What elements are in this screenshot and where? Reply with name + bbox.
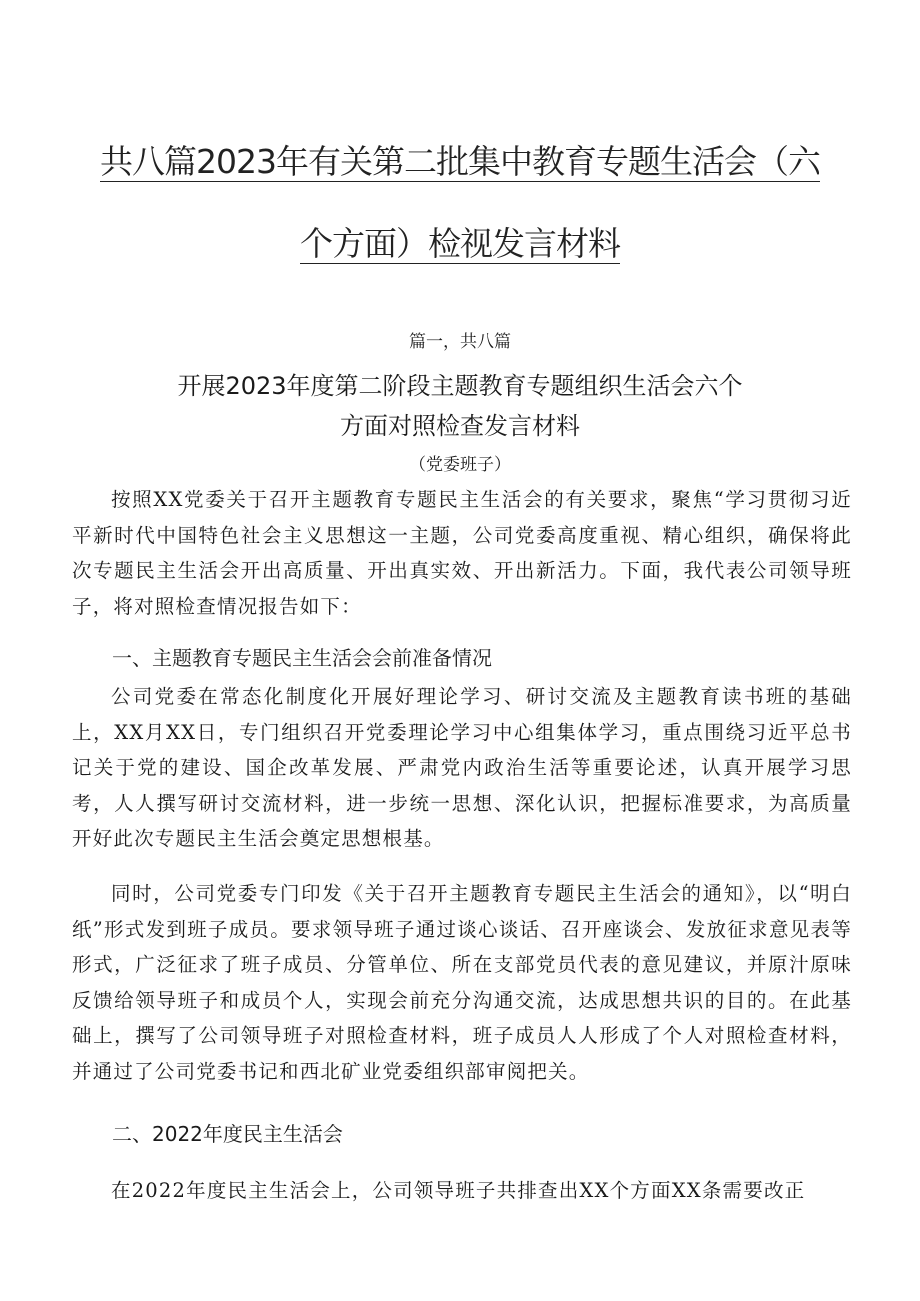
paragraph-preparation: 公司党委在常态化制度化开展好理论学习、研讨交流及主题教育读书班的基础上，XX月XX日，专门组织召开党委理论学习中心组集体学习，重点围绕习近平总书记关于党的建设、国企改革发展、严肃党内政治生活等重要论述，认真开展学习思考，人人撰写研讨交流材料，进一步统一思想、深化认识，把握标准要求，为高质量开好此次专题民主生活会奠定思想根基。 [72, 685, 852, 850]
section-heading-1: 一、主题教育专题民主生活会会前准备情况 [112, 646, 492, 670]
section-heading-2: 二、2022年度民主生活会 [112, 1122, 343, 1146]
unit-label: （党委班子） [409, 455, 511, 475]
paragraph-notice: 同时，公司党委专门印发《关于召开主题教育专题民主生活会的通知》，以“明白纸”形式发到班子成员。要求领导班子通过谈心谈话、召开座谈会、发放征求意见表等形式，广泛征求了班子成员、分管单位、所在支部党员代表的意见建议，并原汁原味反馈给领导班子和成员个人，实现会前充分沟通交流，达成思想共识的目的。在此基础上，撰写了公司领导班子对照检查材料，班子成员人人形成了个人对照检查材料，并通过了公司党委书记和西北矿业党委组织部审阅把关。 [72, 882, 852, 1083]
subtitle-line-2: 方面对照检查发言材料 [340, 412, 580, 440]
chapter-label: 篇一，共八篇 [409, 332, 511, 352]
document-title-line-2: 个方面）检视发言材料 [300, 224, 620, 263]
paragraph-2022-meeting: 在2022年度民主生活会上，公司领导班子共排查出XX个方面XX条需要改正 [111, 1179, 806, 1202]
document-title-line-1: 共八篇2023年有关第二批集中教育专题生活会（六 [100, 142, 820, 181]
subtitle-line-1: 开展2023年度第二阶段主题教育专题组织生活会六个 [177, 372, 743, 400]
paragraph-intro: 按照XX党委关于召开主题教育专题民主生活会的有关要求，聚焦“学习贯彻习近平新时代中国特色社会主义思想这一主题，公司党委高度重视、精心组织，确保将此次专题民主生活会开出高质量、开出真实效、开出新活力。下面，我代表公司领导班子，将对照检查情况报告如下： [72, 488, 852, 618]
